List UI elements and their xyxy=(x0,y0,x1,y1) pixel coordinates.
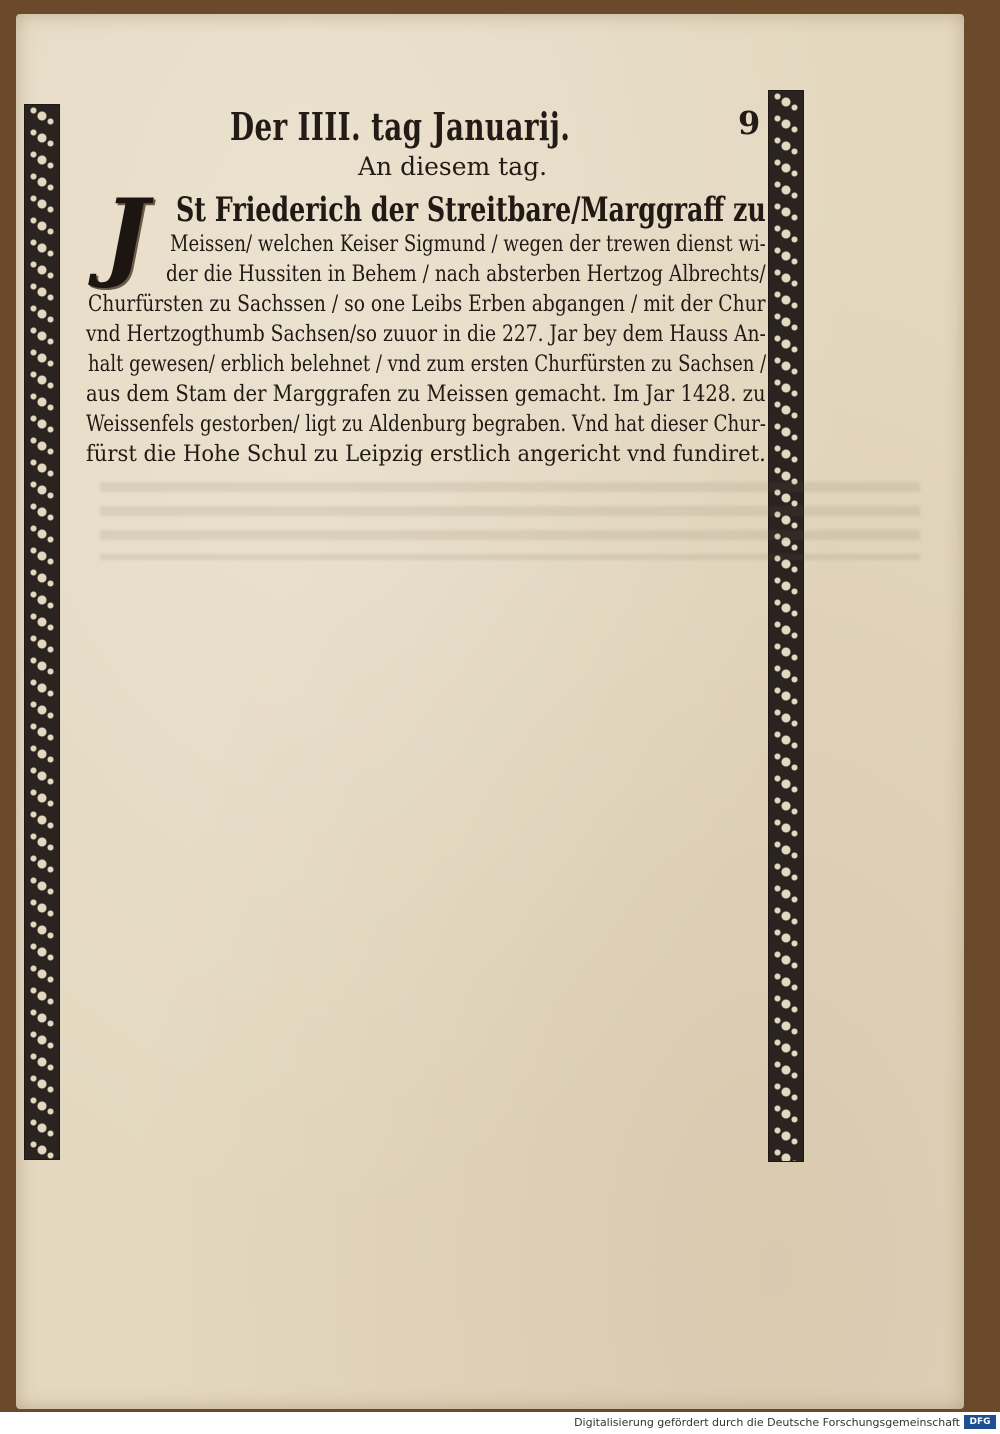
ornamental-border-left xyxy=(24,104,60,1160)
body-line: Churfürsten zu Sachssen / so one Leibs Erben abgangen / mit der Chur xyxy=(88,292,766,317)
dfg-logo: DFG xyxy=(964,1415,996,1429)
page-number: 9 xyxy=(738,104,761,142)
body-line: halt gewesen/ erblich belehnet / vnd zum ersten Churfürsten zu Sachsen / xyxy=(88,352,767,377)
footer-bar xyxy=(0,1412,1000,1434)
page-header-title: Der IIII. tag Januarij. xyxy=(230,104,571,149)
body-line: fürst die Hohe Schul zu Leipzig erstlich angericht vnd fundiret. xyxy=(86,442,766,467)
body-line: Meissen/ welchen Keiser Sigmund / wegen der trewen dienst wi- xyxy=(170,232,766,257)
section-subheading: An diesem tag. xyxy=(358,152,548,181)
body-line: St Friederich der Streitbare/Marggraff zu xyxy=(176,190,766,230)
show-through-text xyxy=(100,482,920,560)
body-line: aus dem Stam der Marggrafen zu Meissen gemacht. Im Jar 1428. zu xyxy=(86,382,766,407)
body-line: vnd Hertzogthumb Sachsen/so zuuor in die 227. Jar bey dem Hauss An- xyxy=(86,322,766,347)
funding-credit: Digitalisierung gefördert durch die Deutsche Forschungsgemeinschaft xyxy=(574,1416,960,1429)
body-line: der die Hussiten in Behem / nach absterben Hertzog Albrechts/ xyxy=(166,262,766,287)
ornamental-border-right xyxy=(768,90,804,1162)
body-line: Weissenfels gestorben/ ligt zu Aldenburg begraben. Vnd hat dieser Chur- xyxy=(86,412,766,437)
drop-capital: J xyxy=(103,178,149,291)
